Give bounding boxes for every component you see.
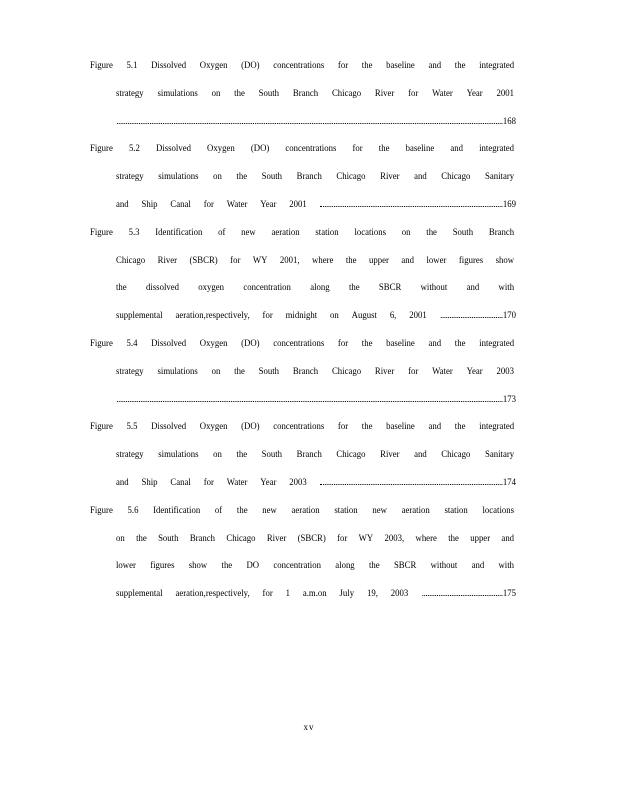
figure-entry-title: [90, 143, 516, 155]
entry-word: Branch: [296, 172, 322, 183]
entry-word: concentrations: [273, 61, 325, 71]
entry-word: and: [414, 450, 427, 461]
entry-word: on: [401, 227, 411, 238]
entry-word: Identification: [153, 505, 201, 516]
entry-word: integrated: [479, 144, 515, 155]
entry-word: Branch: [296, 450, 322, 461]
entry-word: Dissolved: [155, 144, 191, 155]
entry-word: South: [258, 88, 280, 99]
entry-word: along: [335, 561, 355, 572]
entry-word: and: [428, 422, 442, 433]
entry-word: Water: [226, 200, 248, 210]
figure-entry-line: [116, 116, 516, 128]
figure-entry-line: [116, 366, 516, 378]
entry-word: SBCR: [378, 283, 402, 294]
figure-page-number: 168: [502, 116, 516, 127]
entry-word: the: [345, 255, 357, 266]
entry-word: Year: [260, 200, 277, 210]
entry-word: Chicago: [441, 450, 471, 461]
entry-word: oxygen: [198, 283, 225, 294]
entry-word: supplemental: [116, 311, 163, 322]
figure-entry-line: [116, 477, 516, 489]
entry-word: on: [116, 533, 125, 544]
entry-word: Canal: [170, 200, 191, 210]
entry-word: for: [408, 88, 419, 99]
entry-word: concentrations: [273, 422, 325, 433]
entry-word: and: [450, 144, 463, 155]
entry-word: strategy: [116, 88, 144, 99]
entry-word: Branch: [189, 533, 216, 544]
entry-word: 2003: [289, 478, 307, 488]
dot-leader: [441, 310, 502, 318]
entry-word: on: [211, 366, 221, 377]
entry-word: Dissolved: [151, 339, 187, 349]
entry-word: locations: [354, 227, 387, 238]
entry-word: South: [258, 366, 280, 377]
entry-word: without: [430, 561, 458, 572]
entry-word: August: [351, 311, 377, 322]
entry-word: and: [401, 255, 415, 266]
entry-word: Year: [260, 478, 277, 488]
entry-word: WY: [252, 255, 268, 266]
entry-word: of: [218, 227, 226, 238]
entry-word: Dissolved: [151, 61, 187, 71]
entry-word: new: [241, 227, 256, 238]
entry-word: a.m.on: [302, 589, 327, 600]
entry-word: integrated: [479, 339, 515, 349]
entry-word: Dissolved: [151, 422, 187, 433]
entry-word: Water: [226, 478, 248, 488]
entry-word: the: [234, 88, 245, 99]
entry-word: strategy: [116, 172, 144, 183]
entry-word: show: [188, 561, 208, 572]
entry-word: River: [380, 172, 400, 183]
entry-word: and: [428, 61, 442, 71]
entry-word: Figure: [90, 505, 113, 516]
entry-word: and: [116, 200, 129, 210]
entry-word: the: [426, 227, 437, 238]
entry-word: (SBCR): [189, 255, 218, 266]
entry-word: Oxygen: [199, 61, 228, 71]
entry-word: where: [415, 533, 437, 544]
entry-word: the: [454, 422, 466, 433]
entry-word: for: [262, 311, 273, 322]
entry-word: concentration: [273, 561, 321, 572]
entry-word: station: [315, 227, 339, 238]
entry-word: lower: [116, 561, 136, 572]
entry-word: the: [368, 561, 380, 572]
entry-word: the: [361, 339, 373, 349]
entry-word: 5.3: [128, 227, 140, 238]
entry-word: Chicago: [336, 450, 366, 461]
entry-word: Water: [432, 366, 453, 377]
figure-entry-line: [116, 310, 516, 322]
entry-word: aeration,respectively,: [175, 311, 250, 322]
entry-word: figures: [458, 255, 484, 266]
entry-word: for: [230, 255, 241, 266]
dot-leader: [422, 588, 502, 596]
entry-word: Ship: [141, 200, 158, 210]
entry-word: Chicago: [331, 88, 362, 99]
entry-word: South: [261, 172, 283, 183]
entry-word: Figure: [90, 339, 113, 349]
entry-word: strategy: [116, 450, 144, 461]
entry-word: simulations: [157, 88, 198, 99]
entry-word: Oxygen: [199, 422, 228, 433]
entry-word: and: [471, 561, 485, 572]
page-number: xv: [303, 722, 315, 732]
entry-word: Oxygen: [207, 144, 235, 155]
entry-word: for: [337, 422, 349, 433]
entry-word: River: [374, 366, 395, 377]
figure-page-number: 170: [502, 311, 516, 322]
entry-word: upper: [369, 255, 389, 266]
entry-word: River: [157, 255, 178, 266]
entry-word: supplemental: [116, 589, 163, 600]
entry-word: Ship: [141, 478, 158, 488]
entry-word: station: [444, 505, 468, 516]
figure-entry-line: [116, 171, 516, 183]
entry-word: Branch: [488, 227, 515, 238]
entry-word: Figure: [90, 61, 113, 71]
entry-word: show: [495, 255, 515, 266]
figure-page-number: 169: [502, 200, 516, 210]
entry-word: 6,: [389, 311, 397, 322]
entry-word: River: [380, 450, 400, 461]
entry-word: the: [236, 172, 248, 183]
entry-word: (SBCR): [297, 533, 326, 544]
entry-word: aeration: [271, 227, 300, 238]
entry-word: 5.1: [126, 61, 138, 71]
entry-word: the: [454, 61, 466, 71]
entry-word: integrated: [479, 61, 515, 71]
entry-word: on: [330, 311, 339, 322]
entry-word: and: [428, 339, 442, 349]
entry-word: 2001: [409, 311, 427, 322]
entry-word: 5.2: [128, 144, 140, 155]
entry-word: on: [213, 450, 222, 461]
figure-entry-title: [90, 421, 516, 433]
entry-word: River: [374, 88, 395, 99]
entry-word: Sanitary: [484, 450, 515, 461]
entry-word: Figure: [90, 422, 113, 433]
entry-word: baseline: [386, 339, 415, 349]
figure-entry-line: [116, 533, 516, 545]
figure-entry-line: [116, 199, 516, 211]
dot-leader: [117, 116, 502, 124]
figure-entry-line: [116, 394, 516, 406]
entry-word: the: [378, 144, 390, 155]
entry-word: the: [234, 366, 245, 377]
entry-word: upper: [470, 533, 491, 544]
entry-word: Figure: [90, 144, 113, 155]
entry-word: on: [211, 88, 221, 99]
entry-word: 2003: [496, 366, 515, 377]
entry-word: for: [352, 144, 363, 155]
entry-word: Branch: [292, 366, 319, 377]
entry-word: for: [337, 61, 349, 71]
entry-word: 2001: [289, 200, 307, 210]
entry-word: new: [262, 505, 277, 516]
figure-entry-title: [90, 505, 516, 517]
entry-word: Year: [466, 366, 483, 377]
entry-word: Chicago: [226, 533, 256, 544]
entry-word: South: [158, 533, 179, 544]
dot-leader: [321, 199, 502, 207]
entry-word: on: [213, 172, 222, 183]
entry-word: (DO): [250, 144, 270, 155]
entry-word: DO: [246, 561, 260, 572]
entry-word: the: [136, 533, 147, 544]
entry-word: Oxygen: [199, 339, 228, 349]
entry-word: without: [420, 283, 448, 294]
entry-word: and: [116, 478, 129, 488]
entry-word: concentrations: [273, 339, 325, 349]
entry-word: Figure: [90, 227, 113, 238]
entry-word: for: [337, 339, 349, 349]
entry-word: Chicago: [116, 255, 146, 266]
entry-word: WY: [358, 533, 374, 544]
entry-word: Branch: [292, 88, 319, 99]
entry-word: 2003: [390, 589, 409, 600]
dot-leader: [117, 394, 502, 402]
entry-word: midnight: [285, 311, 318, 322]
entry-word: baseline: [405, 144, 435, 155]
figure-entry-title: [90, 338, 516, 350]
entry-word: with: [498, 283, 515, 294]
entry-word: the: [236, 505, 248, 516]
entry-word: Canal: [170, 478, 191, 488]
figure-entry-line: [116, 255, 516, 267]
entry-word: and: [414, 172, 427, 183]
entry-word: Chicago: [331, 366, 362, 377]
entry-word: simulations: [158, 450, 199, 461]
entry-word: figures: [150, 561, 175, 572]
entry-word: 2001,: [279, 255, 300, 266]
figure-page-number: 173: [502, 394, 516, 405]
figure-entry-line: [116, 560, 516, 572]
entry-word: the: [221, 561, 233, 572]
entry-word: (DO): [241, 339, 260, 349]
entry-word: Sanitary: [484, 172, 515, 183]
entry-word: the: [361, 61, 373, 71]
figure-entry-line: [116, 588, 516, 600]
entry-word: 2001: [496, 88, 515, 99]
entry-word: aeration: [401, 505, 430, 516]
entry-word: the: [348, 283, 360, 294]
entry-word: 5.6: [127, 505, 139, 516]
entry-word: and: [501, 533, 515, 544]
entry-word: baseline: [386, 422, 415, 433]
entry-word: the: [236, 450, 248, 461]
entry-word: Year: [466, 88, 483, 99]
entry-word: South: [261, 450, 283, 461]
entry-word: the: [454, 339, 466, 349]
entry-word: SBCR: [393, 561, 417, 572]
entry-word: Chicago: [336, 172, 366, 183]
entry-word: for: [337, 533, 348, 544]
entry-word: 2003,: [384, 533, 405, 544]
entry-word: of: [214, 505, 223, 516]
entry-word: lower: [426, 255, 447, 266]
entry-word: baseline: [386, 61, 415, 71]
entry-word: the: [361, 422, 373, 433]
entry-word: new: [372, 505, 387, 516]
entry-word: for: [203, 200, 214, 210]
entry-word: for: [408, 366, 419, 377]
entry-word: (DO): [241, 422, 260, 433]
entry-word: for: [203, 478, 214, 488]
entry-word: July: [339, 589, 355, 600]
entry-word: South: [452, 227, 474, 238]
entry-word: dissolved: [145, 283, 180, 294]
entry-word: concentrations: [285, 144, 337, 155]
entry-word: Chicago: [441, 172, 471, 183]
entry-word: station: [334, 505, 358, 516]
figure-entry-title: [90, 60, 516, 72]
figure-page-number: 175: [502, 589, 516, 600]
dot-leader: [321, 477, 502, 485]
entry-word: locations: [482, 505, 515, 516]
entry-word: 5.4: [126, 339, 138, 349]
entry-word: the: [448, 533, 459, 544]
entry-word: simulations: [158, 172, 199, 183]
entry-word: aeration,respectively,: [175, 589, 250, 600]
entry-word: (DO): [241, 61, 260, 71]
figure-entry-line: [116, 88, 516, 100]
entry-word: Water: [432, 88, 453, 99]
entry-word: where: [312, 255, 334, 266]
entry-word: strategy: [116, 366, 144, 377]
entry-word: simulations: [157, 366, 198, 377]
entry-word: 19,: [366, 589, 378, 600]
entry-word: with: [498, 561, 515, 572]
figure-entry-title: [90, 227, 516, 239]
figure-entry-line: [116, 449, 516, 461]
entry-word: the: [116, 283, 127, 294]
entry-word: concentration: [243, 283, 291, 294]
entry-word: Identification: [155, 227, 203, 238]
entry-word: 1: [285, 589, 290, 600]
entry-word: for: [262, 589, 273, 600]
entry-word: and: [466, 283, 480, 294]
entry-word: River: [266, 533, 287, 544]
figure-entry-line: [116, 282, 516, 294]
entry-word: along: [310, 283, 330, 294]
entry-word: integrated: [479, 422, 515, 433]
figure-page-number: 174: [502, 478, 516, 488]
entry-word: aeration: [291, 505, 320, 516]
entry-word: 5.5: [126, 422, 138, 433]
